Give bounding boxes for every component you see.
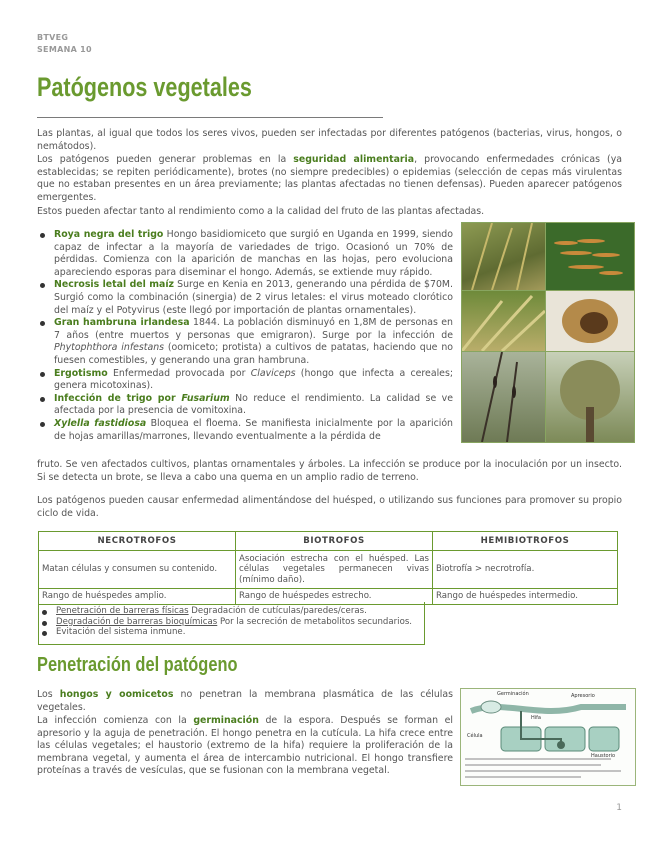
section-title-penetration: Penetración del patógeno (37, 654, 238, 676)
maize-necrosis-photo (461, 290, 546, 352)
xylella-continuation: fruto. Se ven afectados cultivos, plantas ornamentales y árboles. La infección se produce por la inoculación por un insecto. Si se detecta un brote, se lleva a cabo una quema en un amplio radio de terreno. (37, 459, 622, 483)
intro-paragraph-1: Las plantas, al igual que todos los seres vivos, pueden ser infectadas por diferentes patógenos (bacterias, virus, hongos, o nemátodos). (37, 128, 622, 152)
barriers-list (39, 606, 419, 638)
wheat-rust-photo (461, 222, 546, 291)
list-item: Infección de trigo por Fusarium No reduce el rendimiento. La calidad se ve afectada por la presencia de vomitoxina. (37, 393, 453, 418)
course-code: BTVEG (37, 33, 69, 42)
diagram-label-appressorium: Apresorio (571, 693, 595, 699)
fungal-penetration-diagram (460, 688, 636, 786)
rust-leaf-closeup-photo (545, 222, 635, 291)
title-divider (37, 117, 383, 118)
list-item: Ergotismo Enfermedad provocada por Claviceps (hongo que infecta a cereales; genera micotoxinas). (37, 368, 453, 393)
list-item: Necrosis letal del maíz Surge en Kenia en 2013, generando una pérdida de $70M. Surgió como la combinación (sinergia) de 2 virus letales: el virus moteado clorótico del maíz y el Potyvirus (este llegó por importación de plantas ornamentales). (37, 279, 453, 317)
header-hemibiotrofos: HEMIBIOTROFOS (433, 532, 618, 551)
table-cell: Asociación estrecha con el huésped. Las células vegetales permanecen vivas (mínimo daño). (236, 551, 433, 589)
diagram-label-hypha: Hifa (531, 715, 541, 721)
diagram-label-cell: Célula (467, 733, 483, 739)
list-item: Xylella fastidiosa Bloquea el floema. Se manifiesta inicialmente por la aparición de hojas amarillas/marrones, llevando eventualmente a la pérdida de (37, 418, 453, 443)
olive-tree-xylella-photo (545, 351, 635, 443)
intro-paragraph-3: Estos pueden afectar tanto al rendimiento como a la calidad del fruto de las plantas afectadas. (37, 206, 485, 217)
week-label: SEMANA 10 (37, 45, 92, 54)
list-item: Degradación de barreras bioquímicas Por la secreción de metabolitos secundarios. (39, 617, 419, 628)
list-item: Evitación del sistema inmune. (39, 627, 419, 638)
table-cell: Rango de huéspedes intermedio. (433, 589, 618, 605)
list-item: Roya negra del trigo Hongo basidiomiceto que surgió en Uganda en 1999, siendo capaz de infectar a la mayoría de variedades de trigo. Ocasionó un 70% de pérdidas. Comienza con la aparición de manchas en las hojas, pero evoluciona apareciendo esporas para diseminar el hongo. Además, se extiende muy rápido. (37, 229, 453, 279)
table-cell: Matan células y consumen su contenido. (39, 551, 236, 589)
page-title: Patógenos vegetales (37, 72, 252, 102)
table-cell: Rango de huéspedes estrecho. (236, 589, 433, 605)
header-biotrofos: BIOTROFOS (236, 532, 433, 551)
disease-list (37, 229, 453, 443)
list-item: Penetración de barreras físicas Degradación de cutículas/paredes/ceras. (39, 606, 419, 617)
pathogen-types-table (38, 531, 618, 605)
food-security-term: seguridad alimentaria (293, 154, 415, 165)
table-cell: Rango de huéspedes amplio. (39, 589, 236, 605)
list-item: Gran hambruna irlandesa 1844. La población disminuyó en 1,8M de personas en 7 años (entre muertos y personas que emigraron). Surge por la infección de Phytophthora infestans (oomiceto; protista) a cultivos de patatas, haciendo que no fuesen comestibles, y generando una gran hambruna. (37, 317, 453, 367)
pathogen-mode-paragraph: Los patógenos pueden causar enfermedad alimentándose del huésped, o utilizando sus funciones para promover su propio ciclo de vida. (37, 495, 622, 519)
blighted-potato-photo (545, 290, 635, 352)
ergot-grain-photo (461, 351, 546, 443)
penetration-paragraph-1: Los hongos y oomicetos no penetran la membrana plasmática de las células vegetales. (37, 689, 453, 713)
penetration-paragraph-2: La infección comienza con la germinación de la espora. Después se forman el apresorio y la aguja de penetración. El hongo penetra en la cutícula. La hifa crece entre las células vegetales; el haustorio (extremo de la hifa) requiere la proliferación de la membrana vegetal, y aumenta el área de intercambio nutricional. El hongo transfiere proteínas a través de vesículas, que se fusionan con la membrana vegetal. (37, 715, 453, 777)
barriers-box (38, 602, 425, 645)
intro-paragraph-2: Los patógenos pueden generar problemas en la seguridad alimentaria, provocando enfermedades crónicas (ya establecidas; se repiten periódicamente), brotes (no siempre predecibles) o epidemias (selección de cepas más virulentas que no estaban presentes en un área previamente; las plantas afectadas no tienen defensas). Pueden aparecer patógenos emergentes. (37, 154, 622, 203)
diagram-label-haustorium: Haustorio (591, 753, 616, 759)
header-necrotrofos: NECROTROFOS (39, 532, 236, 551)
diagram-label-germination: Germinación (497, 691, 529, 697)
table-cell: Biotrofía > necrotrofía. (433, 551, 618, 589)
page-number: 1 (616, 803, 622, 813)
